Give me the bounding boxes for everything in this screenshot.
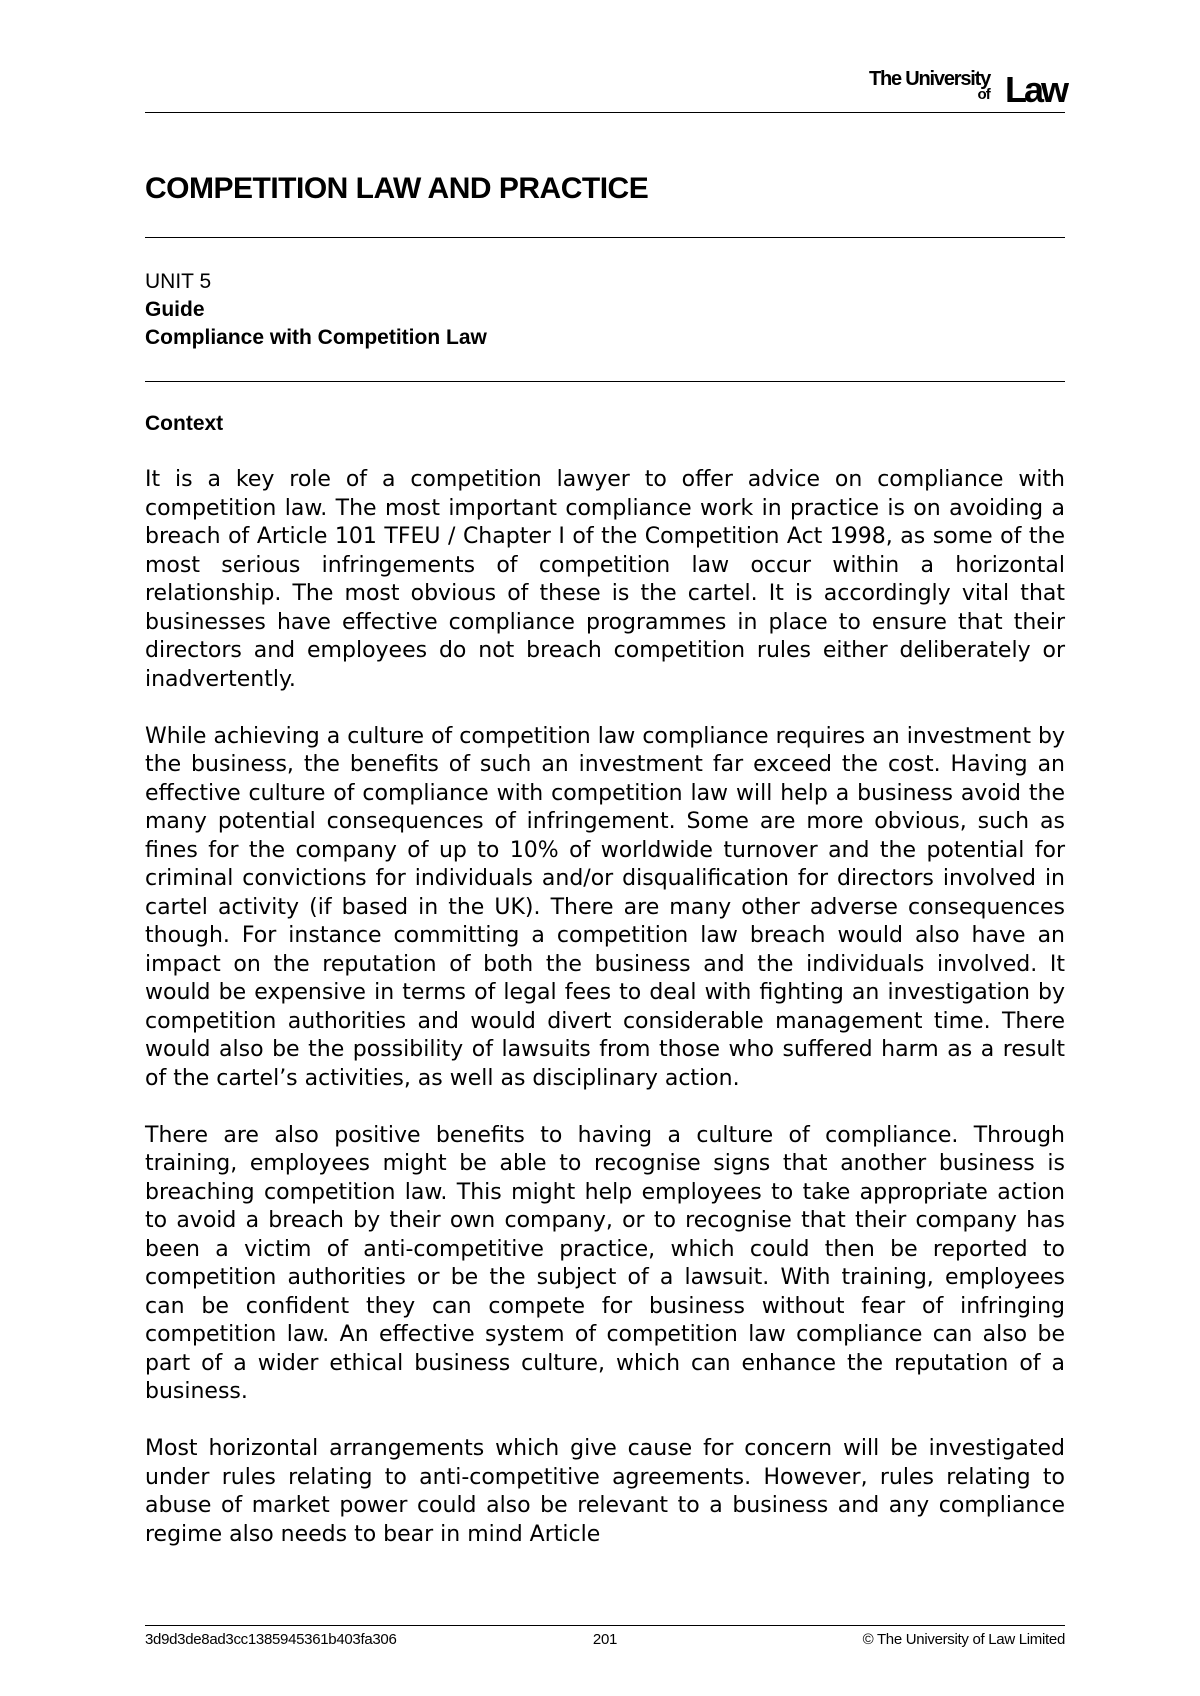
section-heading: Context: [145, 412, 224, 435]
unit-subtitle: Compliance with Competition Law: [145, 326, 487, 349]
university-logo: [846, 66, 1066, 110]
paragraph: While achieving a culture of competition law compliance requires an investment by the business, the benefits of such an investment far exceed the cost. Having an effective culture of compliance with competition law will help a business avoid the many potential consequences of infringement. Some are more obvious, such as fines for the company of up to 10% of worldwide turnover and the potential for criminal convictions for individuals and/or disqualification for directors involved in cartel activity (if based in the UK). There are many other adverse consequences though. For instance committing a competition law breach would also have an impact on the reputation of both the business and the individuals involved. It would be expensive in terms of legal fees to deal with fighting an investigation by competition authorities and would divert considerable management time. There would also be the possibility of lawsuits from those who suffered harm as a result of the cartel’s activities, as well as disciplinary action.: [145, 723, 1065, 1091]
unit-rule: [145, 381, 1065, 382]
logo-line2: of: [977, 86, 990, 103]
paragraph: There are also positive benefits to having a culture of compliance. Through training, employees might be able to recognise signs that another business is breaching competition law. This might help employees to take appropriate action to avoid a breach by their own company, or to recognise that their company has been a victim of anti-competitive practice, which could then be reported to competition authorities or be the subject of a lawsuit. With training, employees can be confident they can compete for business without fear of infringing competition law. An effective system of competition law compliance can also be part of a wider ethical business culture, which can enhance the reputation of a business.: [145, 1122, 1065, 1404]
unit-label: UNIT 5: [145, 270, 212, 293]
unit-block: [145, 268, 487, 352]
paragraph: It is a key role of a competition lawyer to offer advice on compliance with competition law. The most important compliance work in practice is on avoiding a breach of Article 101 TFEU / Chapter I of the Competition Act 1998, as some of the most serious infringements of competition law occur within a horizontal relationship. The most obvious of these is the cartel. It is accordingly vital that businesses have effective compliance programmes in place to ensure that their directors and employees do not breach competition rules either deliberately or inadvertently.: [145, 467, 1065, 692]
guide-label: Guide: [145, 298, 205, 321]
document-title: COMPETITION LAW AND PRACTICE: [145, 172, 649, 205]
header-rule: [145, 112, 1065, 113]
logo-line1: The University: [868, 68, 990, 90]
footer-doc-id: 3d9d3de8ad3cc1385945361b403fa306: [145, 1631, 397, 1648]
footer-copyright: © The University of Law Limited: [862, 1631, 1065, 1648]
title-rule: [145, 237, 1065, 238]
body-text: [145, 466, 1065, 1578]
paragraph: Most horizontal arrangements which give cause for concern will be investigated under rules relating to anti-competitive agreements. However, rules relating to abuse of market power could also be relevant to a business and any compliance regime also needs to bear in mind Article: [145, 1436, 1065, 1547]
page-number: 201: [592, 1631, 618, 1648]
footer-rule: [145, 1625, 1065, 1626]
logo-mark: Law: [1004, 69, 1066, 110]
